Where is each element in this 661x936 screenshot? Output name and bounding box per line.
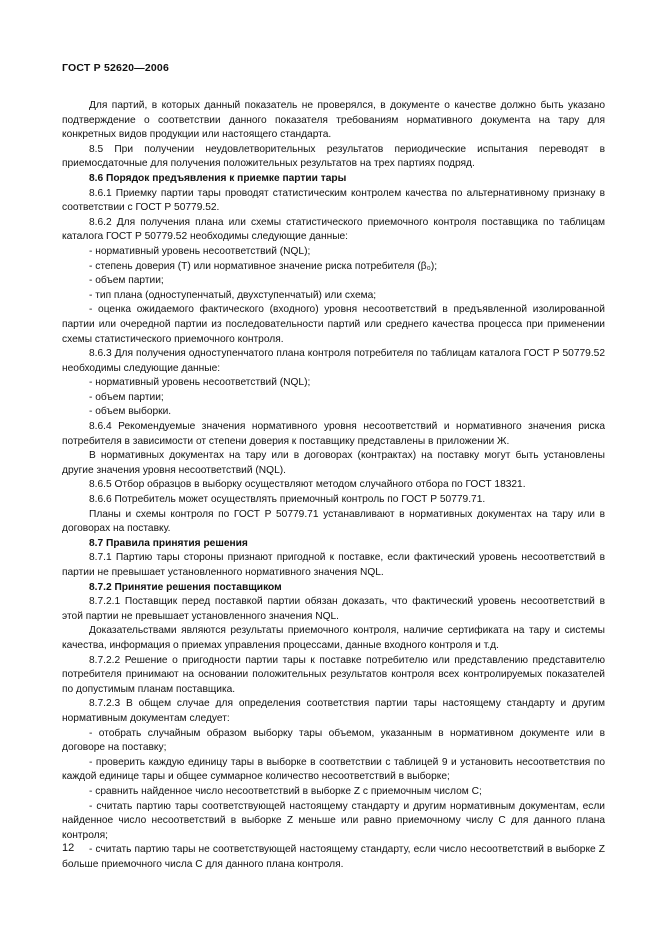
paragraph: 8.6.3 Для получения одноступенчатого плана контроля потребителя по таблицам каталога ГОСТ Р 50779.52 необходимы следующие данные: bbox=[62, 348, 605, 374]
paragraph: - считать партию тары соответствующей настоящему стандарту и другим нормативным документам, если найденное число несоответствий в выборке Z меньше или равно приемочному числу С для данного плана контроля; bbox=[62, 800, 605, 841]
paragraph: Доказательствами являются результаты приемочного контроля, наличие сертификата на тару и системы качества, информация о приемах управления процессами, данные входного контроля и т.д. bbox=[62, 625, 605, 651]
paragraph: - сравнить найденное число несоответствий в выборке Z с приемочным числом С; bbox=[89, 785, 482, 797]
paragraph: 8.6.5 Отбор образцов в выборку осуществляют методом случайного отбора по ГОСТ 18321. bbox=[89, 479, 526, 491]
paragraph: 8.6.2 Для получения плана или схемы статистического приемочного контроля поставщика по таблицам каталога ГОСТ Р 50779.52 необходимы следующие данные: bbox=[62, 216, 605, 243]
paragraph: 8.6.6 Потребитель может осуществлять приемочный контроль по ГОСТ Р 50779.71. bbox=[89, 494, 486, 506]
page-number: 12 bbox=[62, 842, 75, 854]
paragraph: 8.7.2.2 Решение о пригодности партии тары к поставке потребителю или представлению представителю потребителя принимают на основании положительных результатов контроля всех контролируемых показателей по допустимым планам поставщика. bbox=[62, 654, 605, 695]
paragraph: 8.7.2.3 В общем случае для определения соответствия партии тары настоящему стандарту и другим нормативным документам следует: bbox=[62, 698, 605, 724]
paragraph: 8.7.2.1 Поставщик перед поставкой партии обязан доказать, что фактический уровень несоответствий в этой партии не превышает установленного значения NQL. bbox=[62, 596, 605, 622]
document-body bbox=[62, 99, 605, 872]
paragraph: 8.7.1 Партию тары стороны признают пригодной к поставке, если фактический уровень несоответствий в партии не превышает установленного нормативного значения NQL. bbox=[62, 552, 605, 578]
document-header: ГОСТ Р 52620—2006 bbox=[62, 62, 170, 74]
section-heading: 8.6 Порядок предъявления к приемке партии тары bbox=[89, 172, 347, 184]
paragraph: - нормативный уровень несоответствий (NQL); bbox=[89, 377, 311, 389]
paragraph: 8.5 При получении неудовлетворительных результатов периодические испытания переводят в приемосдаточные для получения положительных результатов на трех партиях подряд. bbox=[62, 143, 605, 170]
paragraph: - тип плана (одноступенчатый, двухступенчатый) или схема; bbox=[89, 289, 377, 301]
paragraph: 8.6.1 Приемку партии тары проводят статистическим контролем качества по альтернативному признаку в соответствии с ГОСТ Р 50779.52. bbox=[62, 187, 605, 214]
paragraph: - объем выборки. bbox=[89, 406, 172, 418]
paragraph: Для партий, в которых данный показатель не проверялся, в документе о качестве должно быть указано подтверждение о соответствии данного показателя требованиям нормативного документа на тару для конкретных видов продукции или настоящего стандарта. bbox=[62, 100, 605, 141]
paragraph: - отобрать случайным образом выборку тары объемом, указанным в нормативном документе или в договоре на поставку; bbox=[62, 727, 605, 754]
paragraph: Планы и схемы контроля по ГОСТ Р 50779.71 устанавливают в нормативных документах на тару или в договорах на поставку. bbox=[62, 508, 605, 535]
paragraph: - проверить каждую единицу тары в выборке в соответствии с таблицей 9 и установить несоответствия по каждой единице тары и общее суммарное количество несоответствий в выборке; bbox=[62, 756, 605, 783]
paragraph: - нормативный уровень несоответствий (NQL); bbox=[89, 245, 311, 257]
paragraph: 8.6.4 Рекомендуемые значения нормативного уровня несоответствий и нормативного значения риска потребителя в зависимости от степени доверия к поставщику представлены в приложении Ж. bbox=[62, 421, 605, 447]
paragraph: - считать партию тары не соответствующей настоящему стандарту, если число несоответствий в выборке Z больше приемочного числа С для данного плана контроля. bbox=[62, 844, 605, 870]
paragraph: В нормативных документах на тару или в договорах (контрактах) на поставку могут быть установлены другие значения уровня несоответствий (NQL). bbox=[62, 450, 605, 476]
section-heading: 8.7 Правила принятия решения bbox=[89, 537, 248, 549]
paragraph: - степень доверия (Т) или нормативное значение риска потребителя (β₀); bbox=[89, 260, 438, 272]
paragraph: - объем партии; bbox=[89, 391, 164, 403]
paragraph: - оценка ожидаемого фактического (входного) уровня несоответствий в предъявленной изолированной партии или очередной партии из последовательности партий или среднего качества процесса при применении схемы статистического приемочного контроля. bbox=[62, 304, 605, 345]
section-heading: 8.7.2 Принятие решения поставщиком bbox=[89, 581, 282, 593]
paragraph: - объем партии; bbox=[89, 275, 164, 287]
